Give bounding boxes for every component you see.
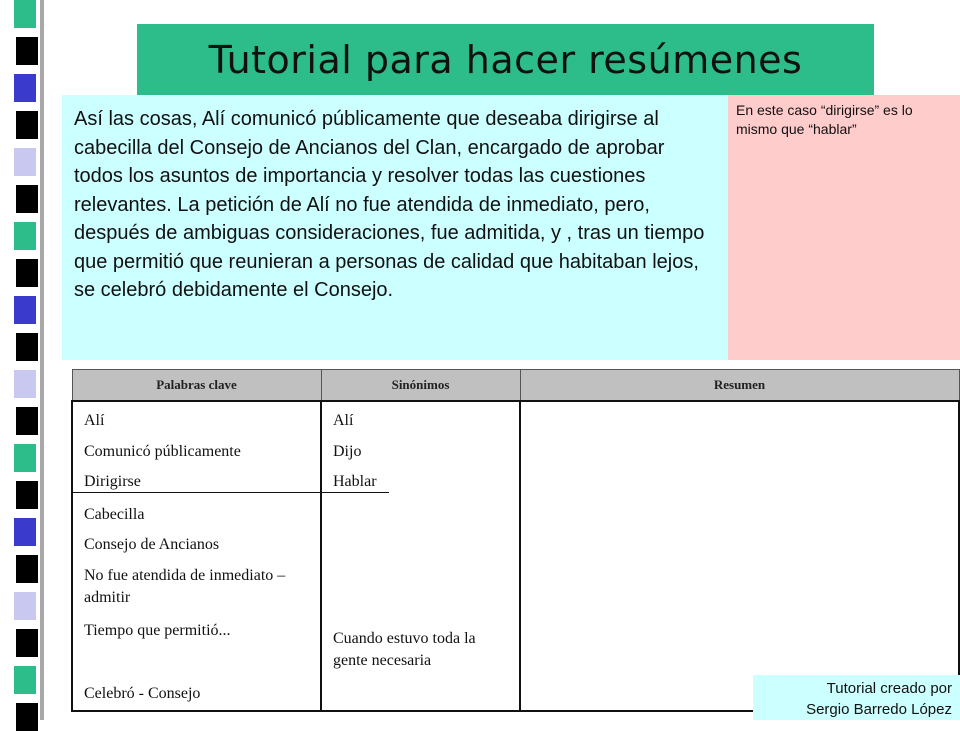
strip-block: [16, 703, 38, 731]
synonym-cuando: Cuando estuvo toda la gente necesaria: [333, 630, 476, 669]
strip-divider: [40, 0, 44, 720]
synonym-ali: Alí: [333, 412, 354, 429]
keyword-separator: [73, 492, 320, 493]
keyword-consejo: Consejo de Ancianos: [84, 536, 220, 553]
strip-block: [16, 481, 38, 509]
summary-table: [71, 369, 960, 712]
table-header-row: [72, 370, 959, 402]
keyword-celebro: Celebró - Consejo: [84, 685, 201, 702]
keyword-ali: Alí: [84, 412, 105, 429]
strip-block: [16, 407, 38, 435]
strip-block: [16, 629, 38, 657]
keyword-no-fue-atendida: No fue atendida de inmediato – admitir: [84, 567, 286, 606]
title-banner: [137, 24, 874, 95]
strip-block: [16, 37, 38, 65]
strip-block: [16, 185, 38, 213]
synonym-dijo: Dijo: [333, 443, 362, 460]
strip-block: [14, 296, 36, 324]
strip-block: [14, 666, 36, 694]
strip-block: [14, 444, 36, 472]
passage-text: Así las cosas, Alí comunicó públicamente que deseaba dirigirse al cabecilla del Consejo de Ancianos del Clan, encargado de aprobar todos los asuntos de importancia y resolver todas las cuestiones relevantes. La petición de Alí no fue atendida de inmediato, pero, después de ambiguas consideraciones, fue admitida, y , tras un tiempo que permitió que reunieran a personas de calidad que habitaban lejos, se celebró debidamente el Consejo.: [62, 95, 728, 360]
header-synonyms: Sinónimos: [321, 370, 520, 402]
keyword-comunico: Comunicó públicamente: [84, 443, 241, 460]
strip-block: [14, 370, 36, 398]
summary-cell[interactable]: [520, 401, 959, 711]
keyword-dirigirse: Dirigirse: [84, 473, 141, 490]
strip-block: [14, 0, 36, 28]
keywords-cell[interactable]: [72, 401, 321, 711]
keyword-cabecilla: Cabecilla: [84, 506, 145, 523]
strip-block: [16, 111, 38, 139]
synonyms-cell[interactable]: [321, 401, 520, 711]
strip-block: [16, 333, 38, 361]
table-row: [72, 401, 959, 711]
credit-line-1: Tutorial creado por: [826, 680, 952, 697]
header-keywords: Palabras clave: [72, 370, 321, 402]
credit-box: [753, 675, 960, 720]
strip-block: [16, 259, 38, 287]
synonym-hablar: Hablar: [333, 473, 377, 490]
strip-block: [14, 148, 36, 176]
strip-block: [14, 74, 36, 102]
credit-line-2: Sergio Barredo López: [806, 701, 952, 718]
synonym-separator: [322, 492, 389, 493]
side-note: En este caso “dirigirse” es lo mismo que “hablar”: [728, 95, 960, 360]
strip-block: [16, 555, 38, 583]
header-summary: Resumen: [520, 370, 959, 402]
decorative-strip: [0, 0, 46, 720]
strip-block: [14, 518, 36, 546]
slide-title: Tutorial para hacer resúmenes: [208, 37, 803, 82]
strip-block: [14, 592, 36, 620]
keyword-tiempo: Tiempo que permitió...: [84, 622, 231, 639]
strip-block: [14, 222, 36, 250]
